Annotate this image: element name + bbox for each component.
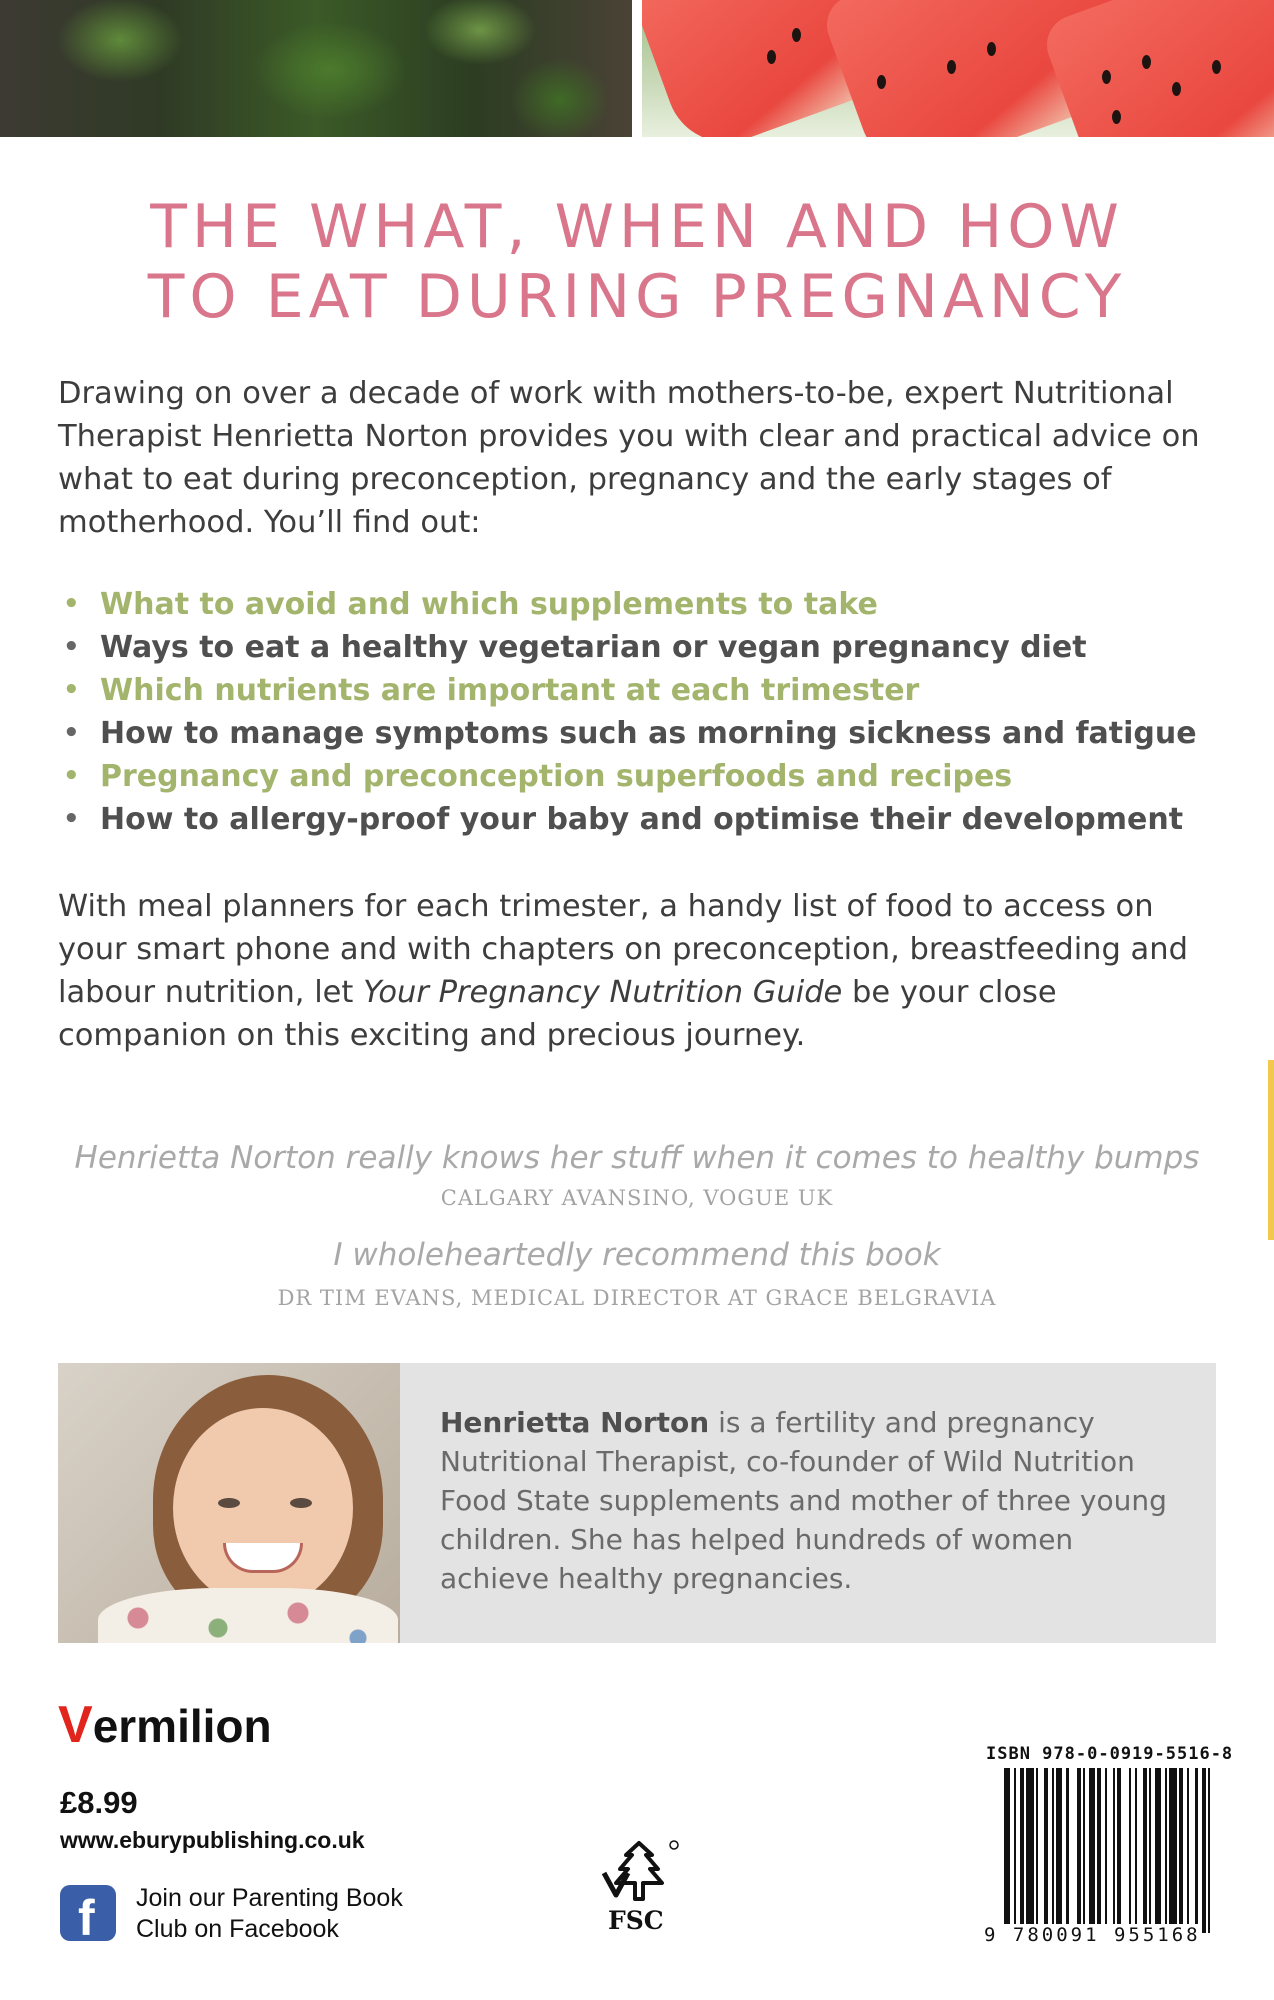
review-attribution: DR TIM EVANS, MEDICAL DIRECTOR AT GRACE BELGRAVIA [277, 1286, 997, 1310]
list-item-text: How to allergy-proof your baby and optimise their development [100, 802, 1184, 837]
author-bio-text: is a fertility and pregnancy Nutritional Therapist, co-founder of Wild Nutrition Food State supplements and mother of three young children. She has helped hundreds of women achieve healthy pregnancies. [440, 1406, 1167, 1595]
review-quote: Henrietta Norton really knows her stuff when it comes to healthy bumps [74, 1140, 1200, 1176]
list-item [58, 583, 1228, 626]
facebook-icon: f [60, 1885, 116, 1941]
cover-photo-strip [0, 0, 1274, 137]
author-name: Henrietta Norton [440, 1406, 710, 1439]
author-bio-box [58, 1363, 1216, 1643]
closing-text-start: With meal planners for each trimester, a handy list of food to access on your smart phone and with chapters on preconception, breastfeeding and labour nutrition, let [58, 889, 1188, 1010]
list-item-text: Which nutrients are important at each trimester [100, 673, 920, 708]
author-photo [58, 1363, 400, 1643]
watermelon-photo [642, 0, 1274, 137]
fsc-label: FSC [608, 1906, 664, 1935]
author-bio [440, 1403, 1180, 1598]
isbn-number: ISBN 978-0-0919-5516-8 [986, 1744, 1234, 1764]
bullet-icon: • [63, 589, 80, 619]
list-item [58, 669, 1228, 712]
cover-edge-mark [1268, 1060, 1274, 1240]
bullet-icon: • [63, 718, 80, 748]
list-item [58, 798, 1228, 841]
vermilion-logo: Vermilion [58, 1696, 272, 1754]
list-item [58, 712, 1228, 755]
review-attribution: CALGARY AVANSINO, VOGUE UK [440, 1186, 834, 1210]
closing-paragraph [58, 885, 1218, 1057]
list-item-text: What to avoid and which supplements to take [100, 587, 878, 622]
headline-line-1: THE WHAT, WHEN AND HOW [150, 192, 1124, 262]
bullet-icon: • [63, 632, 80, 662]
price: £8.99 [60, 1785, 138, 1820]
list-item [58, 755, 1228, 798]
kale-photo [0, 0, 632, 137]
list-item-text: Pregnancy and preconception superfoods and recipes [100, 759, 1013, 794]
bullet-icon: • [63, 804, 80, 834]
benefits-list [58, 583, 1228, 841]
list-item [58, 626, 1228, 669]
book-title: Your Pregnancy Nutrition Guide [363, 975, 843, 1010]
list-item-text: Ways to eat a healthy vegetarian or vegan pregnancy diet [100, 630, 1087, 665]
barcode-digits: 9 780091 955168 [984, 1924, 1201, 1946]
headline-line-2: TO EAT DURING PREGNANCY [147, 262, 1127, 332]
facebook-club-text: Join our Parenting Book Club on Facebook [136, 1884, 403, 1943]
intro-paragraph: Drawing on over a decade of work with mothers-to-be, expert Nutritional Therapist Henrietta Norton provides you with clear and practical advice on what to eat during preconception, pregnancy and the early stages of motherhood. You’ll find out: [58, 376, 1200, 540]
barcode-icon [1004, 1768, 1216, 1933]
list-item-text: How to manage symptoms such as morning sickness and fatigue [100, 716, 1197, 751]
bullet-icon: • [63, 761, 80, 791]
review-quote: I wholeheartedly recommend this book [333, 1237, 941, 1273]
publisher-website: www.eburypublishing.co.uk [60, 1827, 365, 1853]
closing-text-end: be your close companion on this exciting and precious journey. [58, 975, 1057, 1053]
bullet-icon: • [63, 675, 80, 705]
